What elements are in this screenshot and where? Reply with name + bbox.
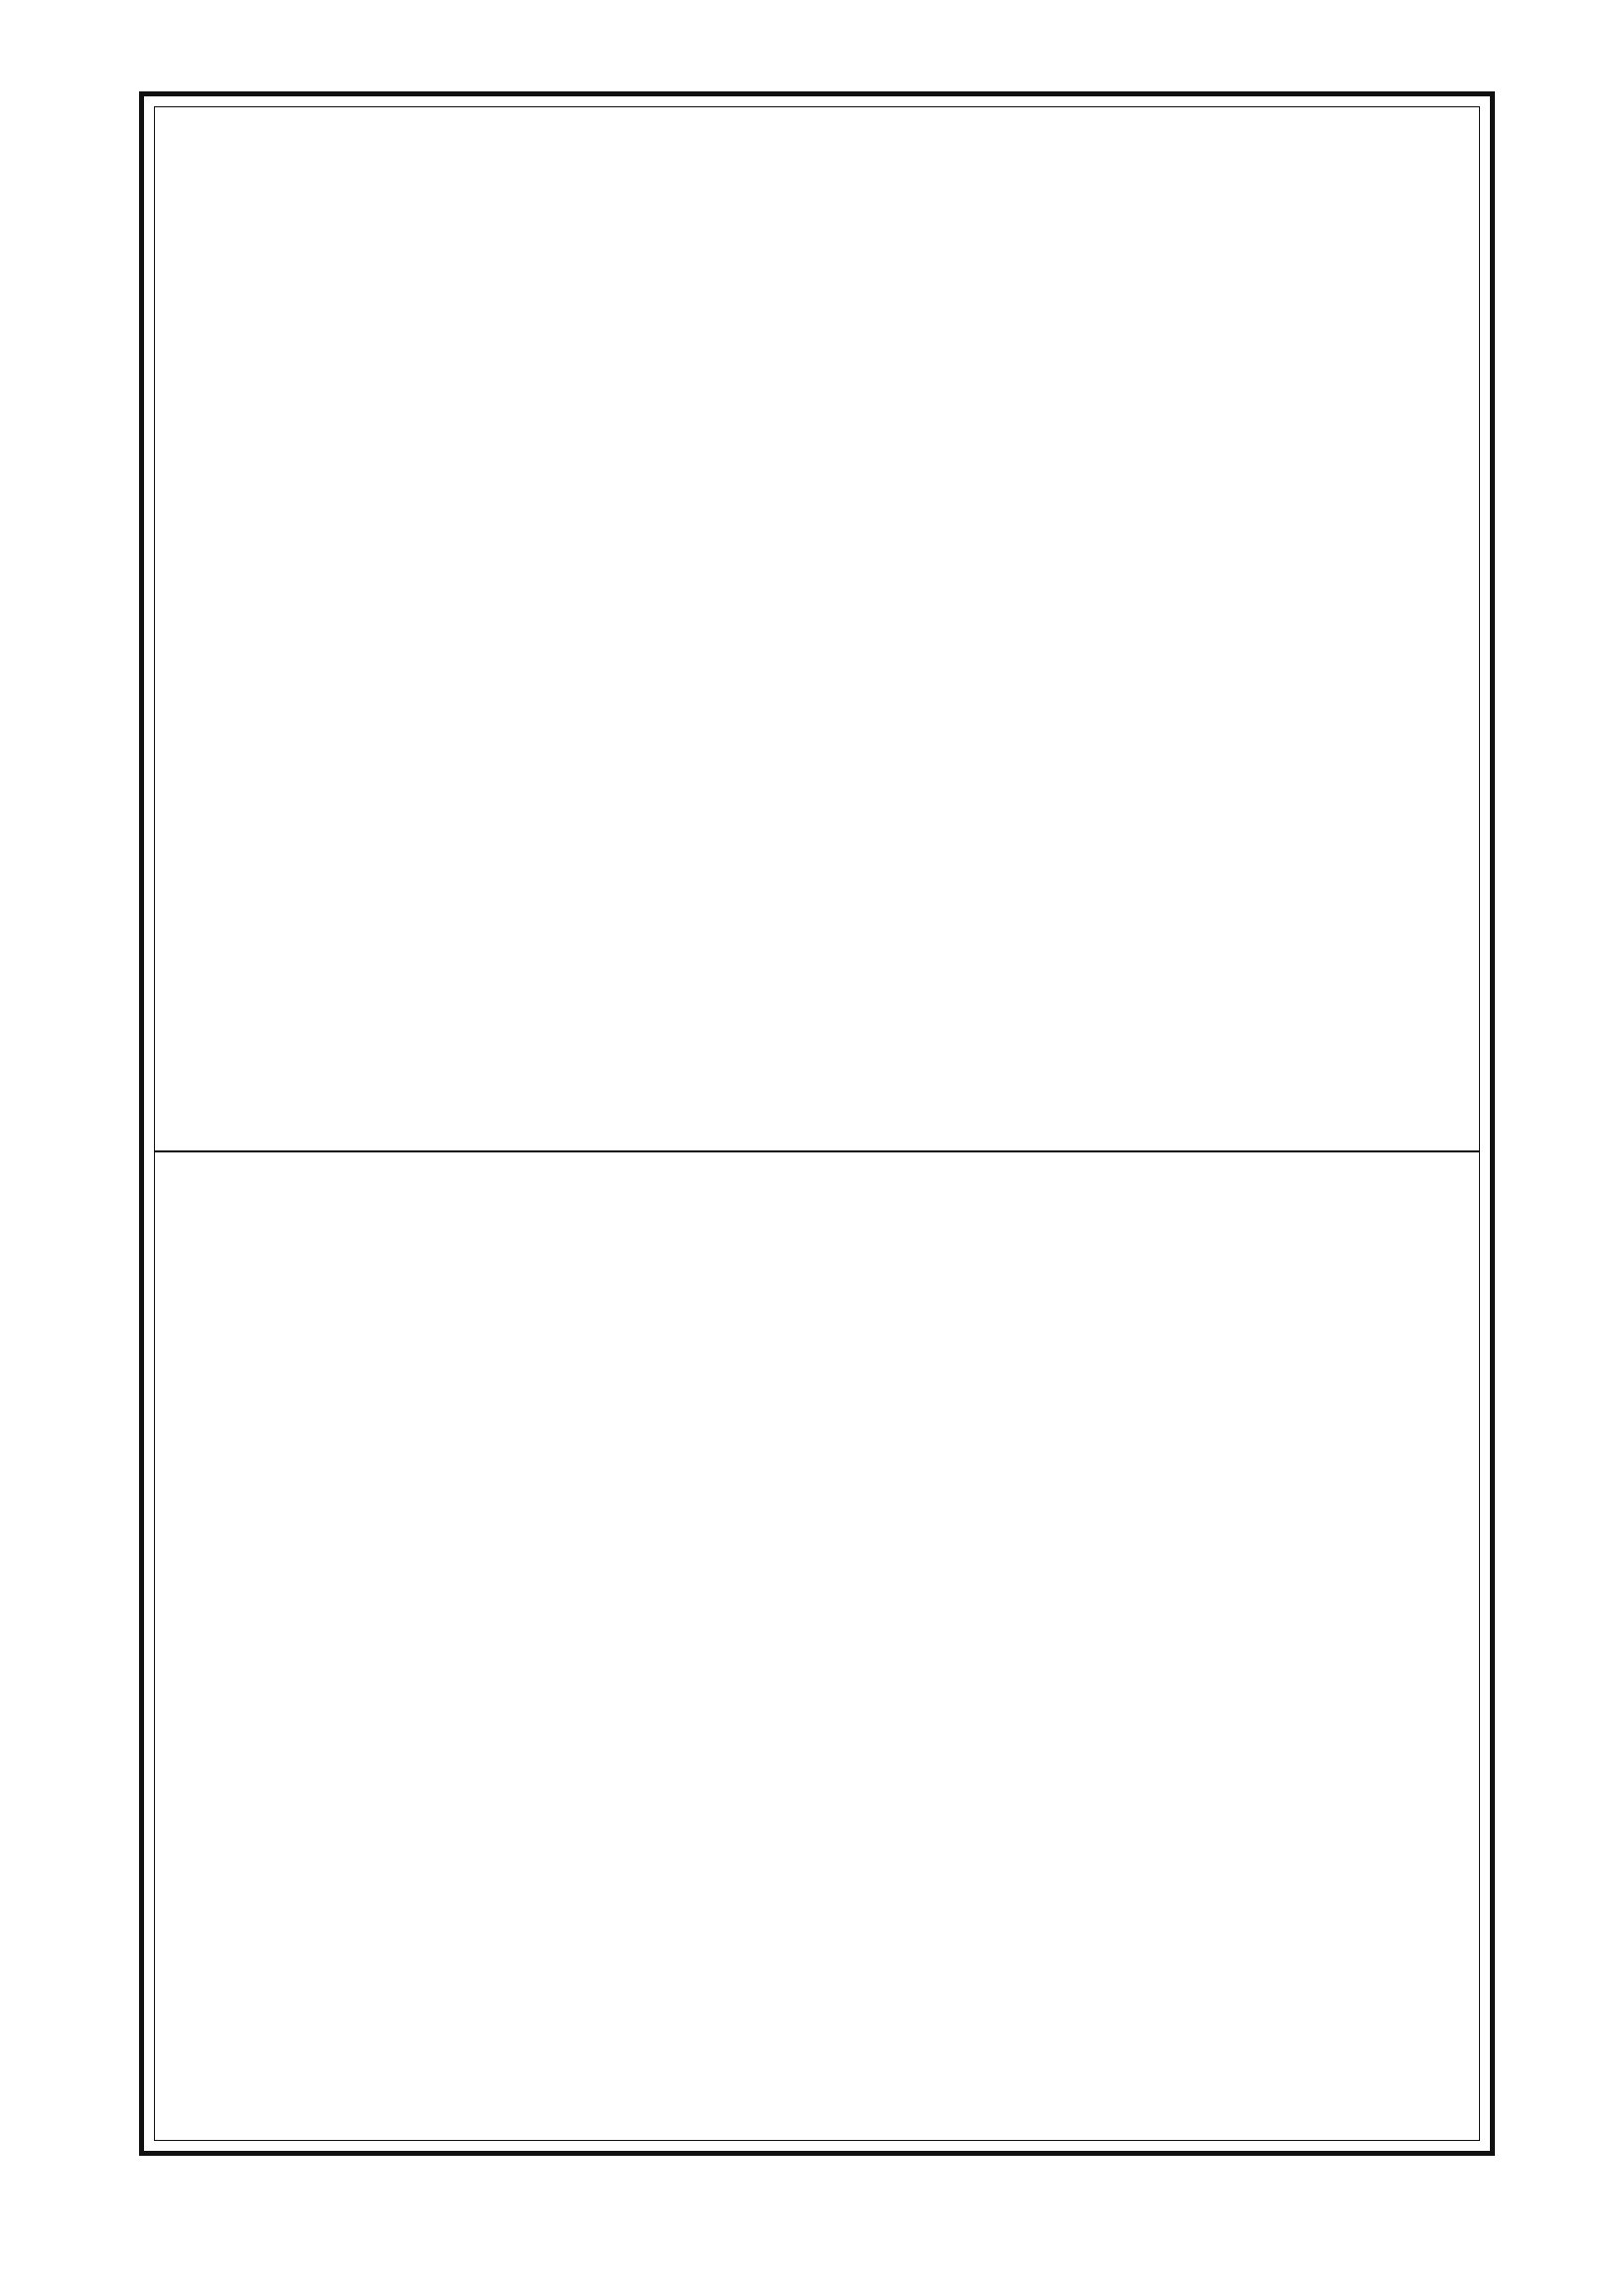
inner-border bbox=[154, 106, 1480, 2141]
page-frame bbox=[139, 91, 1495, 2156]
section-divider bbox=[155, 1150, 1479, 1152]
